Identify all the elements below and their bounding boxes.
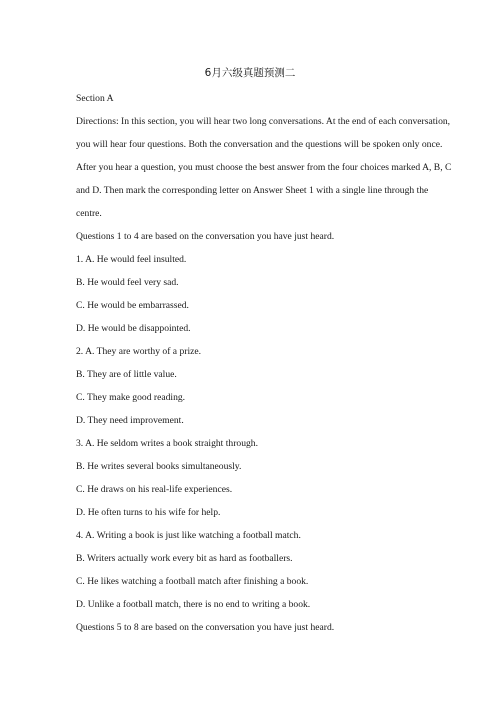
directions-line: After you hear a question, you must choose the best answer from the four choices marked A, B, C [76, 162, 452, 173]
answer-option: 2. A. They are worthy of a prize. [76, 346, 202, 357]
answer-option: C. He would be embarrassed. [76, 300, 189, 311]
answer-option: 3. A. He seldom writes a book straight through. [76, 438, 258, 449]
answer-option: B. He writes several books simultaneously. [76, 461, 242, 472]
page-title: 6月六级真题预测二 [204, 67, 296, 79]
directions-line: you will hear four questions. Both the conversation and the questions will be spoken only once. [76, 139, 443, 150]
answer-option: C. He likes watching a football match after finishing a book. [76, 576, 309, 587]
answer-option: D. They need improvement. [76, 415, 184, 426]
answer-option: 1. A. He would feel insulted. [76, 254, 187, 265]
answer-option: 4. A. Writing a book is just like watching a football match. [76, 530, 301, 541]
section-heading: Section A [76, 93, 114, 104]
directions-line: and D. Then mark the corresponding letter on Answer Sheet 1 with a single line through the [76, 185, 429, 196]
answer-option: C. They make good reading. [76, 392, 186, 403]
answer-option: C. He draws on his real-life experiences. [76, 484, 233, 495]
question-group-heading: Questions 1 to 4 are based on the conversation you have just heard. [76, 231, 335, 242]
answer-option: D. He often turns to his wife for help. [76, 507, 221, 518]
directions-line: centre. [76, 208, 102, 219]
answer-option: B. He would feel very sad. [76, 277, 179, 288]
directions-line: Directions: In this section, you will hear two long conversations. At the end of each conversation, [76, 116, 451, 127]
answer-option: B. Writers actually work every bit as hard as footballers. [76, 553, 293, 564]
answer-option: B. They are of little value. [76, 369, 177, 380]
answer-option: D. Unlike a football match, there is no end to writing a book. [76, 599, 311, 610]
answer-option: D. He would be disappointed. [76, 323, 191, 334]
question-group-heading: Questions 5 to 8 are based on the conversation you have just heard. [76, 622, 335, 633]
